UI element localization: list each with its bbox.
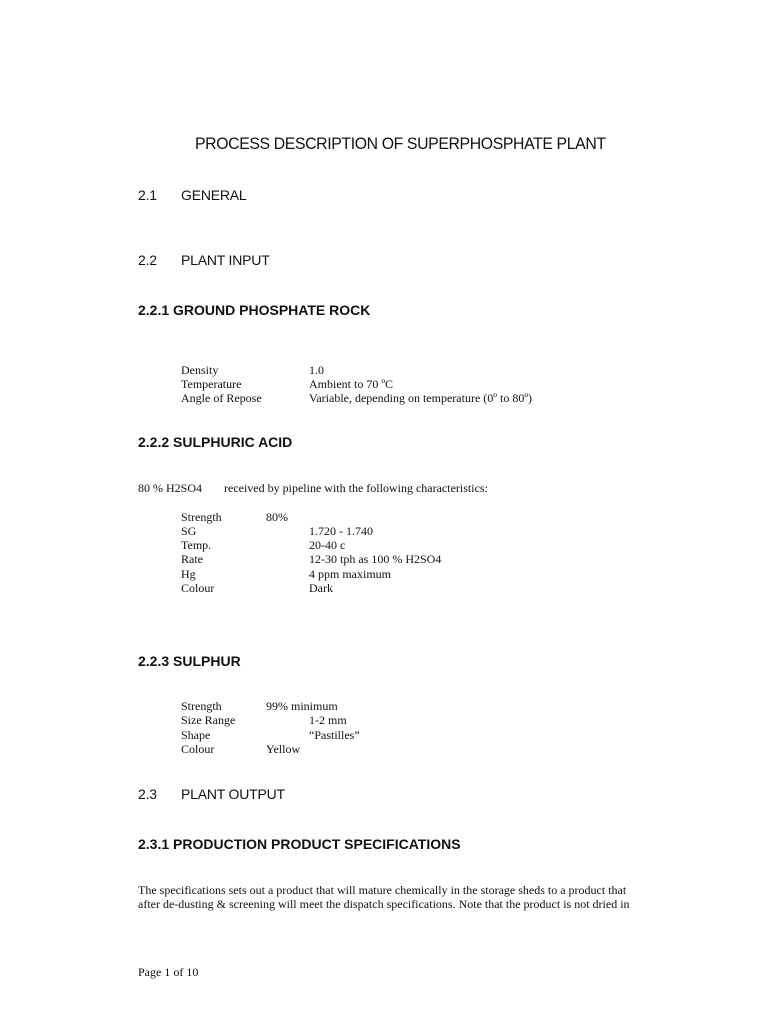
section-2-3-number: 2.3 bbox=[138, 786, 157, 802]
spec-value: “Pastilles” bbox=[309, 728, 360, 742]
spec-value: 4 ppm maximum bbox=[309, 567, 391, 581]
spec-key: Strength bbox=[181, 510, 222, 524]
paragraph-line: The specifications sets out a product that will mature chemically in the storage sheds to a product that bbox=[138, 883, 627, 897]
spec-value: 99% minimum bbox=[266, 699, 338, 713]
page-number-footer: Page 1 of 10 bbox=[138, 965, 199, 979]
section-2-1-number: 2.1 bbox=[138, 187, 157, 203]
spec-value: 1-2 mm bbox=[309, 713, 347, 727]
section-2-2-label: PLANT INPUT bbox=[181, 252, 270, 268]
section-2-3-label: PLANT OUTPUT bbox=[181, 786, 285, 802]
spec-key: SG bbox=[181, 524, 197, 538]
page-title: PROCESS DESCRIPTION OF SUPERPHOSPHATE PLANT bbox=[195, 134, 606, 153]
spec-key: Temp. bbox=[181, 538, 212, 552]
spec-value: 80% bbox=[266, 510, 288, 524]
acid-intro-text: received by pipeline with the following characteristics: bbox=[224, 481, 488, 495]
spec-value: Yellow bbox=[266, 742, 301, 756]
spec-value: 20-40 c bbox=[309, 538, 346, 552]
paragraph-line: after de-dusting & screening will meet the dispatch specifications. Note that the product is not dried in bbox=[138, 897, 630, 911]
section-2-2-number: 2.2 bbox=[138, 252, 157, 268]
spec-value: 12-30 tph as 100 % H2SO4 bbox=[309, 552, 442, 566]
acid-intro-label: 80 % H2SO4 bbox=[138, 481, 203, 495]
section-2-2-3-heading: 2.2.3 SULPHUR bbox=[138, 653, 241, 669]
section-2-2-2-heading: 2.2.2 SULPHURIC ACID bbox=[138, 434, 293, 450]
spec-key: Angle of Repose bbox=[181, 391, 262, 405]
spec-value: Variable, depending on temperature (0º to 80º) bbox=[309, 391, 533, 405]
spec-value: Ambient to 70 ºC bbox=[309, 377, 394, 391]
spec-key: Rate bbox=[181, 552, 203, 566]
spec-key: Colour bbox=[181, 742, 215, 756]
spec-key: Size Range bbox=[181, 713, 236, 727]
spec-value: Dark bbox=[309, 581, 333, 595]
spec-key: Temperature bbox=[181, 377, 242, 391]
section-2-3-1-heading: 2.3.1 PRODUCTION PRODUCT SPECIFICATIONS bbox=[138, 836, 461, 852]
spec-value: 1.0 bbox=[309, 363, 324, 377]
spec-key: Shape bbox=[181, 728, 211, 742]
spec-key: Hg bbox=[181, 567, 196, 581]
spec-key: Colour bbox=[181, 581, 215, 595]
spec-key: Density bbox=[181, 363, 219, 377]
spec-value: 1.720 - 1.740 bbox=[309, 524, 373, 538]
spec-key: Strength bbox=[181, 699, 222, 713]
section-2-1-label: GENERAL bbox=[181, 187, 247, 203]
section-2-2-1-heading: 2.2.1 GROUND PHOSPHATE ROCK bbox=[138, 302, 371, 318]
